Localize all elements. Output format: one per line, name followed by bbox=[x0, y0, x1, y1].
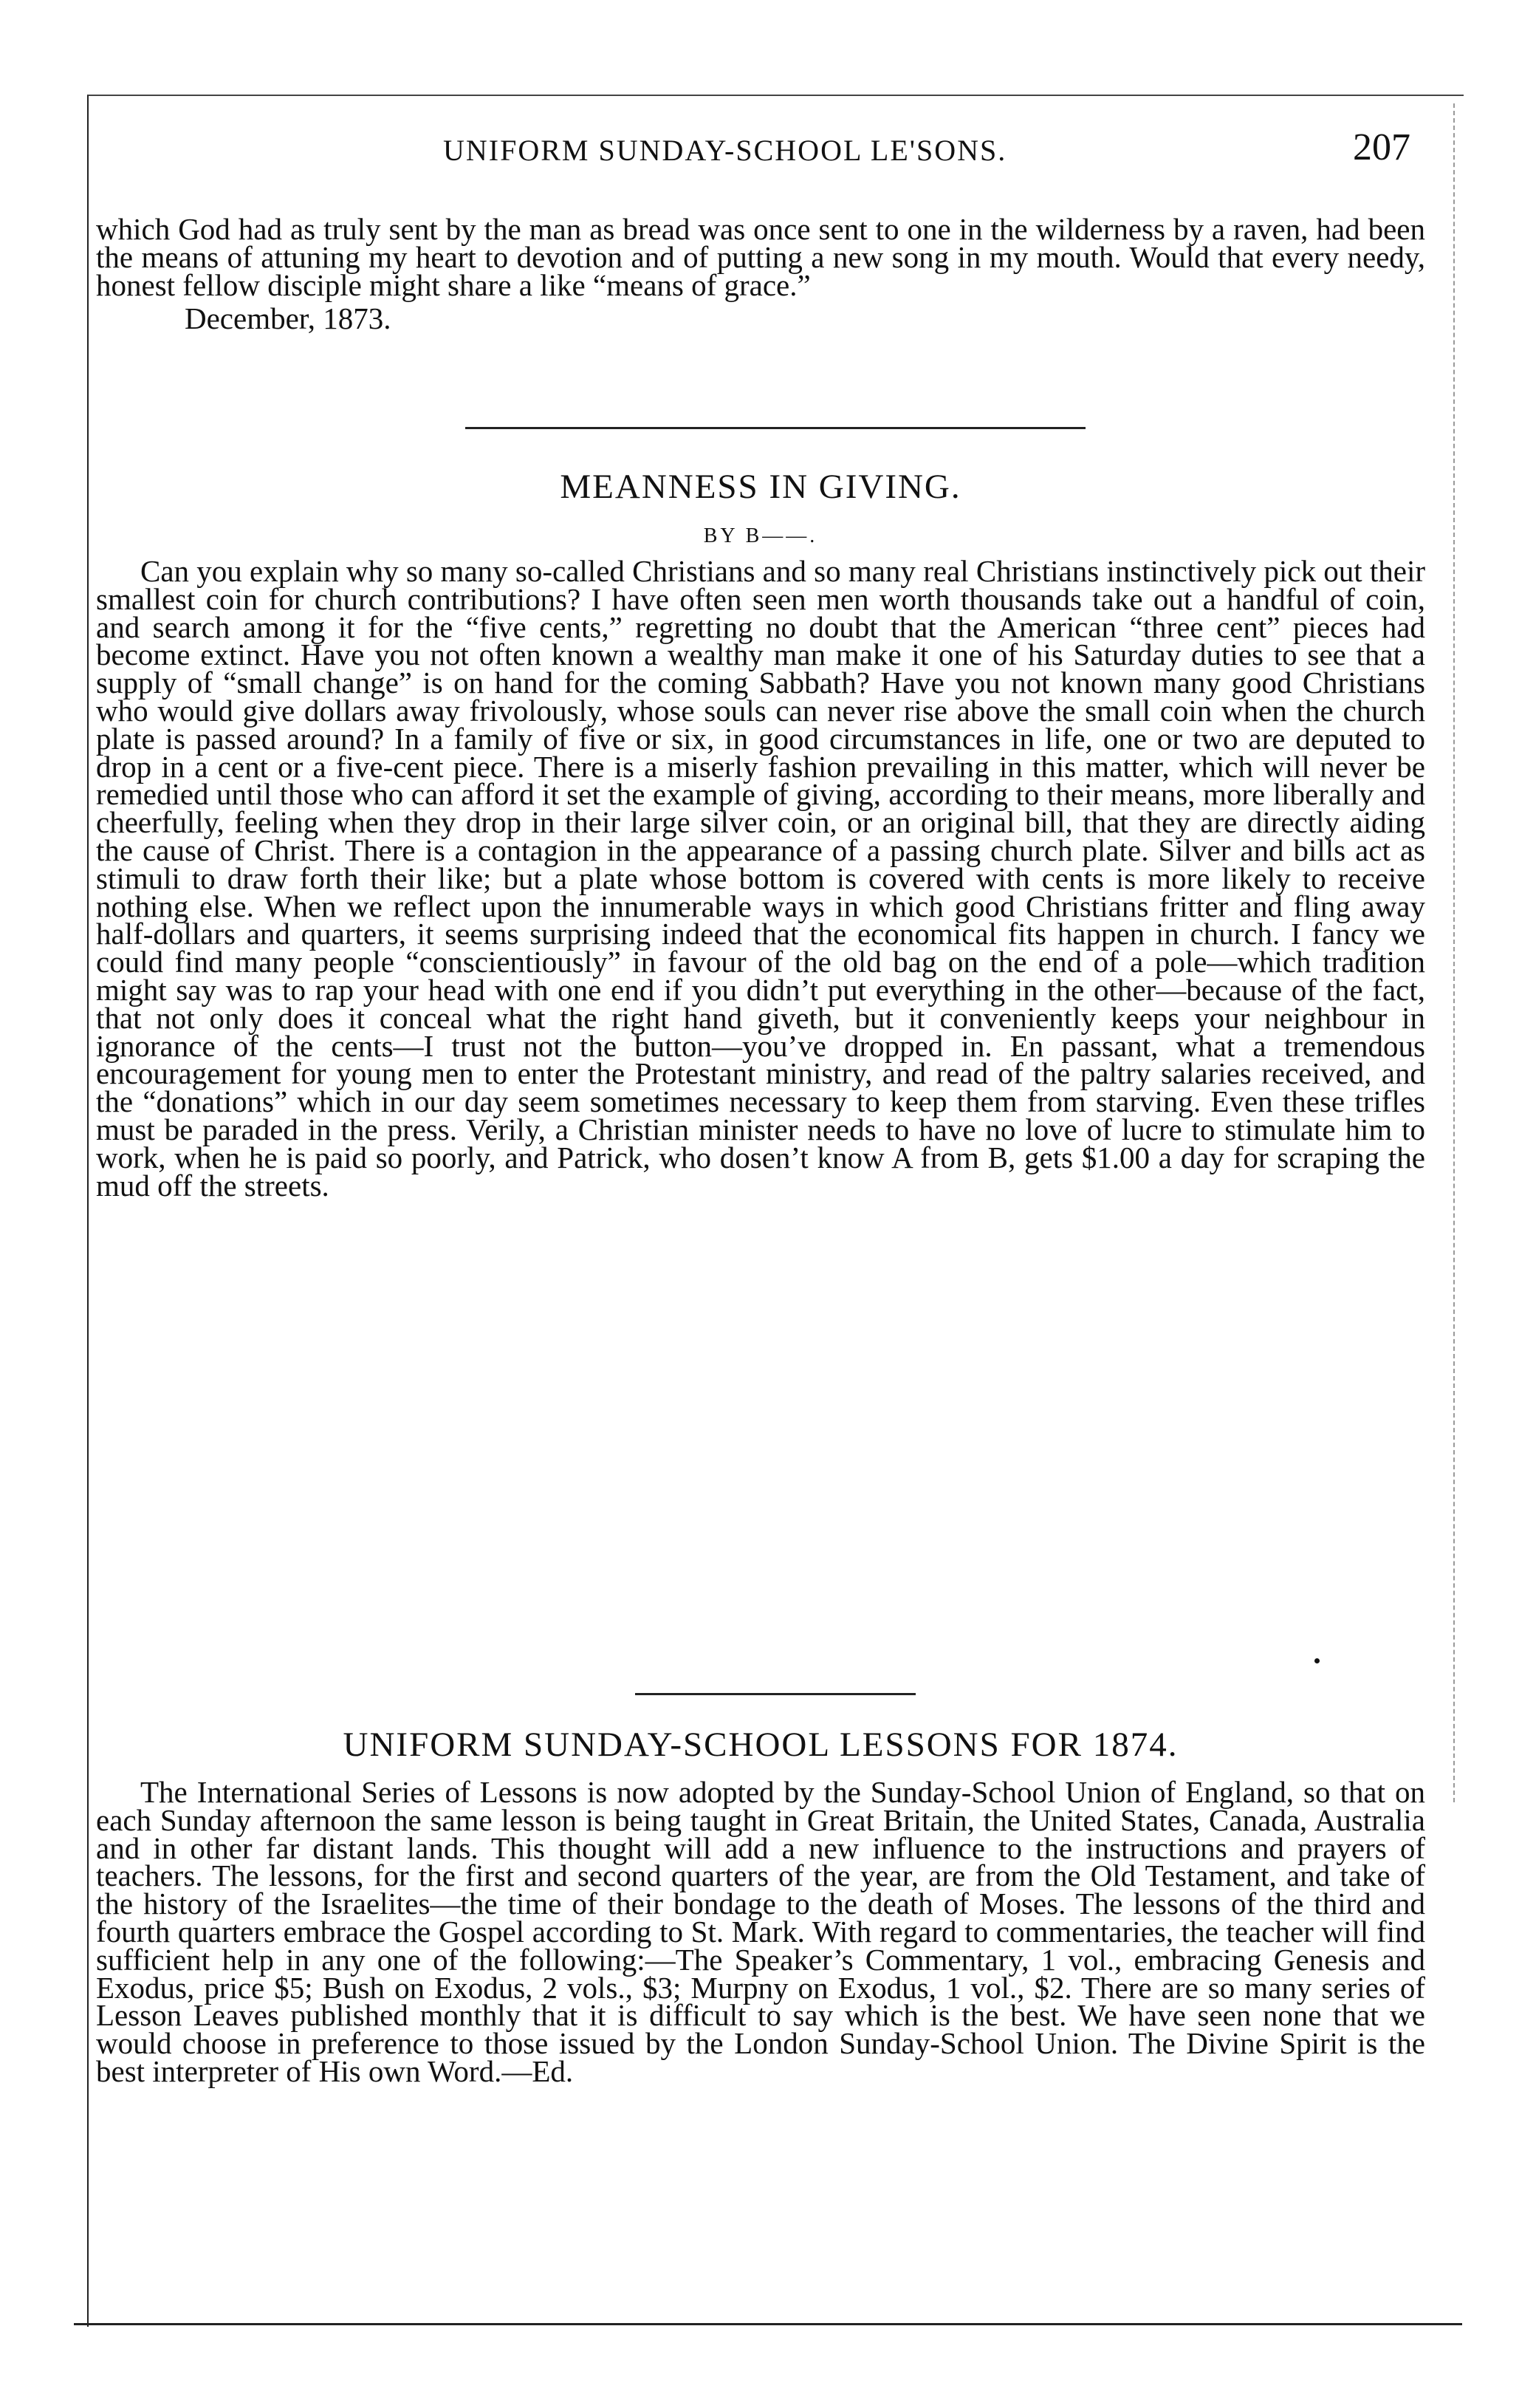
bottom-rule bbox=[74, 2323, 1462, 2325]
page-number: 207 bbox=[1353, 126, 1410, 168]
article-body-lessons bbox=[96, 1775, 1425, 2088]
article-paragraph: The International Series of Lessons is now adopted by the Sunday-School Union of England, so that on each Sunday afternoon the same lesson is being taught in Great Britain, the United States, Canada, Australia and in other far distant lands. This thought will add a new influence to the instructions and prayers of teachers. The lessons, for the first and second quarters of the year, are from the Old Testament, and take of the history of the Israelites—the time of their bondage to the death of Moses. The lessons of the third and fourth quarters embrace the Gospel according to St. Mark. With regard to commentaries, the teacher will find sufficient help in any one of the following:—The Speaker’s Commentary, 1 vol., embracing Genesis and Exodus, price $5; Bush on Exodus, 2 vols., $3; Murpny on Exodus, 1 vol., $2. There are so many series of Lesson Leaves published monthly that it is difficult to say which is the best. We have seen none that we would choose in preference to those issued by the London Sunday-School Union. The Divine Spirit is the best interpreter of His own Word.—Ed. bbox=[96, 1775, 1425, 2088]
continued-text-block bbox=[96, 212, 1425, 336]
section-divider bbox=[465, 427, 1086, 429]
stray-mark bbox=[1314, 1658, 1320, 1663]
page-header bbox=[96, 126, 1433, 177]
article-title-meanness: MEANNESS IN GIVING. bbox=[560, 468, 961, 506]
continued-paragraph: which God had as truly sent by the man as bread was once sent to one in the wilderness by a raven, had been the means of attuning my heart to devotion and of putting a new song in my mouth. Would that every needy, honest fellow disciple might share a like “means of grace.” bbox=[96, 212, 1425, 302]
article-byline: BY B——. bbox=[703, 524, 818, 547]
article-paragraph: Can you explain why so many so-called Christians and so many real Christians instinctively pick out their smallest coin for church contributions? I have often seen men worth thousands take out a handful of coin, and search among it for the “five cents,” regretting no doubt that the American “three cent” pieces had become extinct. Have you not often known a wealthy man make it one of his Saturday duties to see that a supply of “small change” is on hand for the coming Sabbath? Have you not known many good Christians who would give dollars away frivolously, whose souls can never rise above the small coin when the church plate is passed around? In a family of five or six, in good circumstances in life, one or two are deputed to drop in a cent or a five-cent piece. There is a miserly fashion prevailing in this matter, which will never be remedied until those who can afford it set the example of giving, according to their means, more liberally and cheerfully, feeling when they drop in their large silver coin, or an original bill, that they are directly aiding the cause of Christ. There is a contagion in the appearance of a passing church plate. Silver and bills act as stimuli to draw forth their like; but a plate whose bottom is covered with cents is more likely to receive nothing else. When we reflect upon the innumerable ways in which good Christians fritter and fling away half-dollars and quarters, it seems surprising indeed that the economical fits happen in church. I fancy we could find many people “conscientiously” in favour of the old bag on the end of a pole—which tradition might say was to rap your head with one end if you didn’t put everything in the other—because of the fact, that not only does it conceal what the right hand giveth, but it conveniently keeps your neighbour in ignorance of the cents—I trust not the button—you’ve dropped in. En passant, what a tremendous encouragement for young men to enter the Protestant ministry, and read of the paltry salaries received, and the “donations” which in our day seem sometimes necessary to keep them from starving. Even these trifles must be paraded in the press. Verily, a Christian minister needs to have no love of lucre to stimulate him to work, when he is paid so poorly, and Patrick, who dosen’t know A from B, gets $1.00 a day for scraping the mud off the streets. bbox=[96, 554, 1425, 1203]
section-divider bbox=[635, 1693, 916, 1695]
article-title-lessons: UNIFORM SUNDAY-SCHOOL LESSONS FOR 1874. bbox=[343, 1725, 1179, 1764]
margin-marks bbox=[1453, 103, 1461, 1802]
article-body-meanness bbox=[96, 554, 1425, 1203]
dateline: December, 1873. bbox=[185, 301, 391, 336]
running-title: UNIFORM SUNDAY-SCHOOL LE'SONS. bbox=[443, 134, 1007, 167]
